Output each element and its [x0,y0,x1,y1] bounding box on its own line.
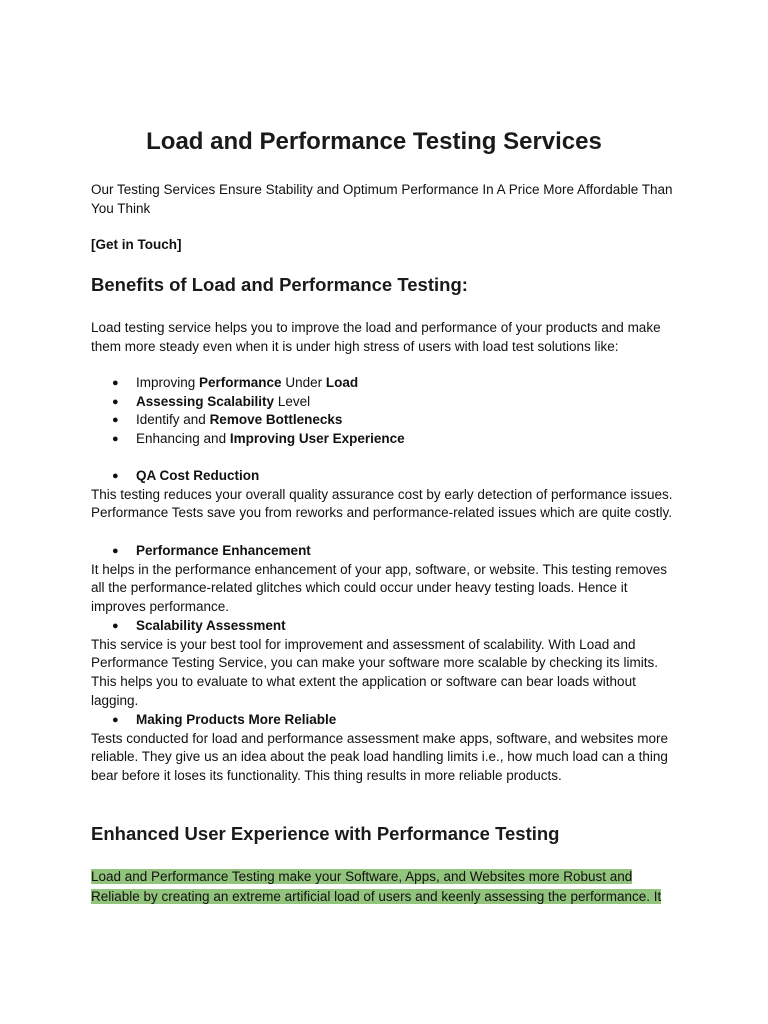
section-body: Tests conducted for load and performance assessment make apps, software, and websites more reliable. They give us an idea about the peak load handling limits i.e., how much load can a thing bear before it loses its functionality. This thing results in more reliable products. [91,730,669,784]
benefits-heading: Benefits of Load and Performance Testing: [91,274,468,295]
intro-paragraph: Load testing service helps you to improve the load and performance of your products and make them more steady even when it is under high stress of users with load test solutions like: [91,320,661,354]
list-item-bold: Load [325,375,359,390]
section-heading-text: Making Products More Reliable [136,712,337,727]
section-scalability-assessment [91,617,681,711]
section-heading [91,542,681,561]
highlighted-text: Load and Performance Testing make your Software, Apps, and Websites more Robust and [91,869,633,884]
subtitle-paragraph: Our Testing Services Ensure Stability and Optimum Performance In A Price More Affordable Than You Think [91,182,673,216]
enhanced-ux-heading: Enhanced User Experience with Performance Testing [91,823,560,844]
section-qa-cost-reduction [91,467,681,523]
list-item [91,430,681,449]
list-item-bold: Performance [199,375,282,390]
bullet-icon: ● [112,714,119,726]
section-heading [91,711,681,730]
list-item-bold: Improving User Experience [229,431,405,447]
section-heading-text: Performance Enhancement [136,543,311,558]
list-item [91,393,681,412]
list-item-text: Under [281,375,326,390]
section-heading [91,467,681,486]
list-item-text: Level [274,393,311,409]
section-body: This testing reduces your overall quality assurance cost by early detection of performance issues. Performance Tests save you from reworks and performance-related issues which are quite costly. [91,486,673,521]
section-making-products-more-reliable [91,711,681,786]
section-body: This service is your best tool for improvement and assessment of scalability. With Load and Performance Testing Service, you can make your software more scalable by checking its limits. This helps you to evaluate to what extent the application or software can bear loads without lagging. [91,636,658,708]
section-heading-text: Scalability Assessment [136,618,286,633]
bullet-icon: ● [112,620,119,632]
list-item [91,374,681,393]
bullet-icon: ● [112,377,119,389]
bullet-icon: ● [112,545,119,557]
list-item-bold: Assessing Scalability [136,393,275,409]
bullet-icon: ● [112,433,119,446]
list-item-text: Improving [136,375,200,390]
section-heading [91,617,681,636]
bullet-icon: ● [112,395,119,408]
list-item-text: Enhancing and [136,431,230,447]
bullet-icon: ● [112,470,119,482]
section-performance-enhancement [91,542,681,617]
list-item-bold: Remove Bottlenecks [209,412,343,428]
get-in-touch-link[interactable]: [Get in Touch] [91,237,182,252]
highlighted-text: Reliable by creating an extreme artificial load of users and keenly assessing the performance. It [91,889,662,904]
section-heading-text: QA Cost Reduction [136,468,260,483]
highlighted-paragraph [91,867,681,907]
bullet-icon: ● [112,414,119,427]
list-item-text: Identify and [136,412,210,428]
section-body: It helps in the performance enhancement of your app, software, or website. This testing removes all the performance-related glitches which could occur under heavy testing loads. Hence it improves performance. [91,561,668,615]
benefits-list [91,374,681,449]
list-item [91,411,681,430]
page-title: Load and Performance Testing Services [146,128,602,155]
